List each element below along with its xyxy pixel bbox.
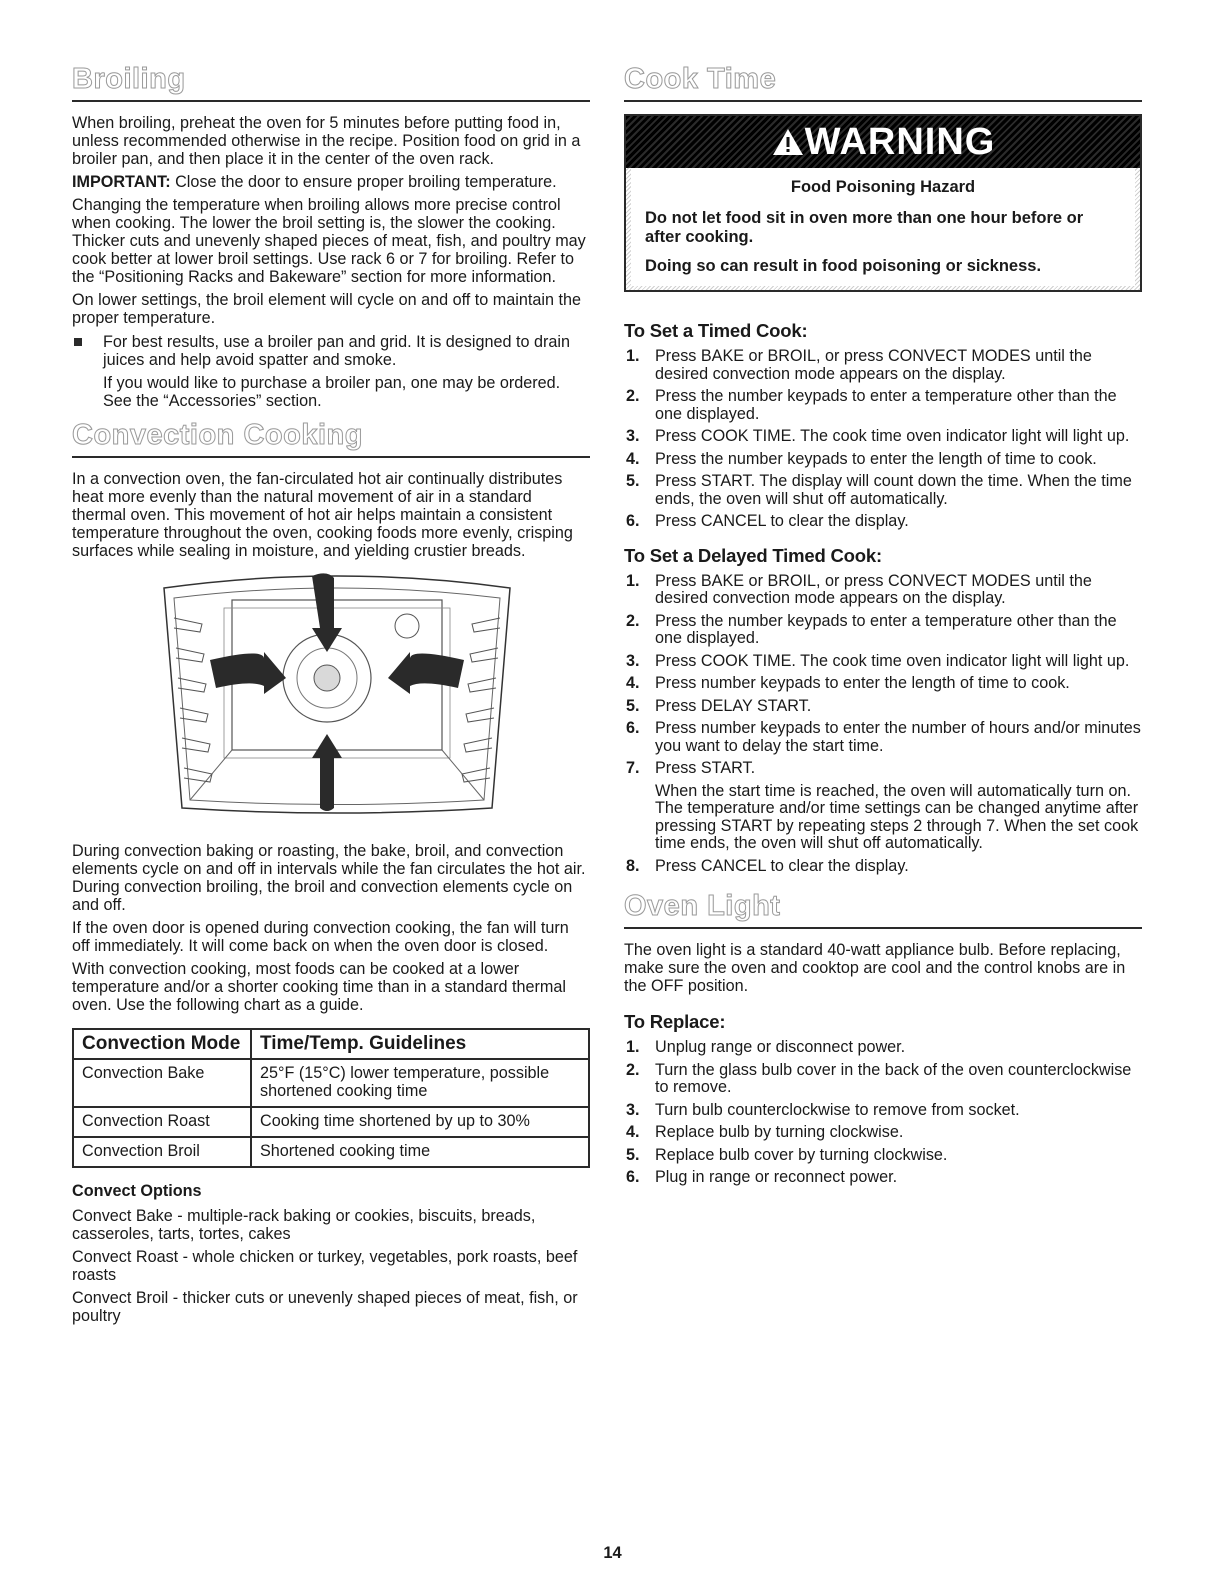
- list-item: 6. Plug in range or reconnect power.: [626, 1168, 898, 1186]
- cook-time-title: Cook Time: [624, 63, 777, 95]
- warning-box: [624, 114, 1142, 292]
- table-row: [73, 1107, 589, 1137]
- list-item: 1. Press BAKE or BROIL, or press CONVECT MODES until the desired convection mode appears on the display.: [626, 571, 1092, 607]
- section-divider: [624, 100, 1142, 102]
- list-item: 4. Press number keypads to enter the length of time to cook.: [626, 674, 1070, 692]
- broiling-important: [72, 173, 590, 191]
- convection-paragraph: If the oven door is opened during convection cooking, the fan will turn off immediately. It will come back on when the oven door is closed.: [72, 919, 569, 955]
- broiling-paragraph: When broiling, preheat the oven for 5 minutes before putting food in, unless recommended otherwise in the recipe. Position food on grid in a broiler pan, and then place it in the center of the oven rack.: [72, 114, 581, 168]
- table-cell: Convection Bake: [73, 1059, 251, 1107]
- broiling-title: Broiling: [72, 63, 186, 95]
- convection-guidelines-table: [72, 1028, 590, 1168]
- timed-cook-steps: [624, 348, 1142, 531]
- convect-option: Convect Bake - multiple-rack baking or cookies, biscuits, breads, casseroles, tarts, tortes, cakes: [72, 1207, 536, 1243]
- section-divider: [624, 927, 1142, 929]
- important-label: IMPORTANT:: [72, 173, 171, 191]
- right-column: [624, 62, 1142, 1201]
- list-item: 2. Press the number keypads to enter a temperature other than the one displayed.: [626, 387, 1117, 423]
- list-item: 6. Press number keypads to enter the number of hours and/or minutes you want to delay the start time.: [626, 719, 1141, 755]
- list-item: 3. Press COOK TIME. The cook time oven indicator light will light up.: [626, 427, 1130, 445]
- step-note: When the start time is reached, the oven will automatically turn on. The temperature and/or time settings can be changed anytime after pressing START by repeating steps 2 through 7. When the set cook time ends, the oven will shut off automatically.: [655, 781, 1139, 852]
- list-item: 1. Press BAKE or BROIL, or press CONVECT MODES until the desired convection mode appears on the display.: [626, 347, 1092, 383]
- convection-oven-diagram: [152, 568, 522, 828]
- warning-banner-text: [771, 121, 996, 164]
- replace-heading: To Replace:: [624, 1011, 726, 1032]
- list-item: 3. Turn bulb counterclockwise to remove from socket.: [626, 1100, 1020, 1119]
- table-row: [73, 1059, 589, 1107]
- table-cell: Cooking time shortened by up to 30%: [251, 1107, 589, 1137]
- warning-triangle-icon: [771, 127, 805, 157]
- convection-title: Convection Cooking: [72, 419, 363, 451]
- oven-light-title: Oven Light: [624, 890, 781, 922]
- table-header: Convection Mode: [73, 1029, 251, 1059]
- replace-steps: [624, 1039, 1142, 1187]
- timed-cook-heading: To Set a Timed Cook:: [624, 320, 808, 341]
- broiling-paragraph: Changing the temperature when broiling allows more precise control when cooking. The lower the broil setting is, the slower the cooking. Thicker cuts and unevenly shaped pieces of meat, fish, and poultry may cook better at lower broil settings. Use rack 6 or 7 for broiling. Refer to the “Positioning Racks and Bakeware” section for more information.: [72, 196, 586, 286]
- list-item: 5. Press DELAY START.: [626, 696, 812, 715]
- convect-options-heading: Convect Options: [72, 1182, 202, 1200]
- warning-label: WARNING: [804, 120, 996, 163]
- important-text: Close the door to ensure proper broiling temperature.: [170, 173, 557, 191]
- table-cell: Convection Roast: [73, 1107, 251, 1137]
- list-item: 5. Press START. The display will count down the time. When the time ends, the oven will shut off automatically.: [626, 472, 1132, 508]
- warning-banner: [626, 116, 1140, 168]
- square-bullet-icon: [74, 338, 82, 346]
- list-item: 3. Press COOK TIME. The cook time oven indicator light will light up.: [626, 651, 1130, 670]
- table-header-row: [73, 1029, 589, 1059]
- table-header: Time/Temp. Guidelines: [251, 1029, 589, 1059]
- oven-airflow-illustration: [152, 568, 522, 828]
- warning-hazard: Food Poisoning Hazard: [790, 178, 976, 196]
- convection-paragraph: With convection cooking, most foods can be cooked at a lower temperature and/or a shorter cooking time than in a standard thermal oven. Use the following chart as a guide.: [72, 960, 566, 1014]
- list-item: 1. Unplug range or disconnect power.: [626, 1038, 906, 1056]
- table-cell: 25°F (15°C) lower temperature, possible shortened cooking time: [251, 1059, 589, 1107]
- list-item: 2. Turn the glass bulb cover in the back of the oven counterclockwise to remove.: [626, 1060, 1132, 1096]
- bullet-item: [72, 333, 590, 369]
- warning-text: Do not let food sit in oven more than one hour before or after cooking.: [645, 209, 1084, 246]
- table-cell: Convection Broil: [73, 1137, 251, 1167]
- convection-paragraph: During convection baking or roasting, the bake, broil, and convection elements cycle on and off in intervals while the fan circulates the hot air. During convection broiling, the broil and convection elements cycle on and off.: [72, 842, 586, 914]
- convect-option: Convect Broil - thicker cuts or unevenly shaped pieces of meat, fish, or poultry: [72, 1289, 578, 1325]
- broiling-paragraph: On lower settings, the broil element will cycle on and off to maintain the proper temperature.: [72, 291, 581, 327]
- table-cell: Shortened cooking time: [251, 1137, 589, 1167]
- warning-body: [631, 168, 1135, 286]
- delayed-cook-steps: [624, 573, 1142, 876]
- list-item: 2. Press the number keypads to enter a temperature other than the one displayed.: [626, 611, 1117, 647]
- bullet-subtext: If you would like to purchase a broiler pan, one may be ordered. See the “Accessories” section.: [103, 374, 561, 410]
- list-item: 6. Press CANCEL to clear the display.: [626, 512, 909, 530]
- page-number: 14: [603, 1544, 622, 1562]
- warning-text: Doing so can result in food poisoning or sickness.: [645, 257, 1042, 275]
- list-item: 8. Press CANCEL to clear the display.: [626, 856, 909, 875]
- list-item: 4. Press the number keypads to enter the length of time to cook.: [626, 449, 1097, 468]
- delayed-cook-heading: To Set a Delayed Timed Cook:: [624, 544, 882, 566]
- list-item: 4. Replace bulb by turning clockwise.: [626, 1123, 904, 1141]
- convect-option: Convect Roast - whole chicken or turkey, vegetables, pork roasts, beef roasts: [72, 1248, 578, 1284]
- table-row: [73, 1137, 589, 1167]
- section-divider: [72, 100, 590, 102]
- bullet-text: For best results, use a broiler pan and grid. It is designed to drain juices and help avoid spatter and smoke.: [103, 333, 570, 369]
- convection-paragraph: In a convection oven, the fan-circulated hot air continually distributes heat more evenly than the natural movement of air in a standard thermal oven. This movement of hot air helps maintain a consistent temperature throughout the oven, cooking foods more evenly, crisping surfaces while sealing in moisture, and yielding crustier breads.: [72, 470, 573, 560]
- oven-light-paragraph: The oven light is a standard 40-watt appliance bulb. Before replacing, make sure the oven and cooktop are cool and the control knobs are in the OFF position.: [624, 941, 1126, 995]
- left-column: [72, 62, 590, 1330]
- list-item: 5. Replace bulb cover by turning clockwise.: [626, 1145, 948, 1164]
- section-divider: [72, 456, 590, 458]
- list-item: 7. Press START. When the start time is reached, the oven will automatically turn on. The temperature and/or time settings can be changed anytime after pressing START by repeating steps 2 through 7. When the set cook time ends, the oven will shut off automatically.: [624, 760, 1142, 853]
